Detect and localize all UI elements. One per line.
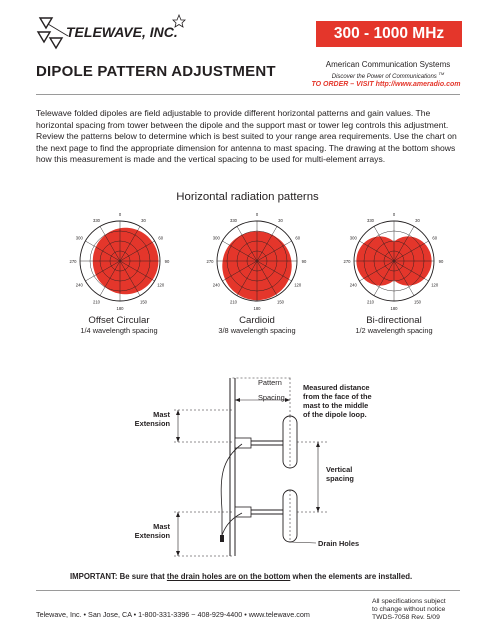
pattern-sub-offset-circular: 1/4 wavelength spacing — [80, 326, 158, 335]
footer-disclaimer: All specifications subject to change without notice TWDS-7058 Rev. 5/09 — [372, 598, 446, 621]
diagram-label-vertical-spacing: Vertical spacing — [326, 465, 354, 483]
pattern-sub-cardioid: 3/8 wavelength spacing — [218, 326, 296, 335]
polar-angle-label: 270 — [206, 258, 214, 264]
diagram-label-spacing: Spacing — [258, 393, 285, 402]
polar-angle-label: 210 — [93, 299, 100, 305]
footer-divider — [36, 590, 460, 591]
polar-angle-label: 240 — [75, 282, 83, 288]
intro-paragraph: Telewave folded dipoles are field adjustable to provide different horizontal patterns and gain values. The horizontal spacing from tower between the dipole and the support mast or tower leg controls this adjustment. Review the patterns below to determine which is best suited to your range area requirements. Use the chart on the next page to find the appropriate dimension for antenna to mast spacing. The drawing at the bottom shows how this measurement is made and the vertical spacing to be used for multi-element arrays. — [36, 108, 457, 165]
order-link[interactable]: TO ORDER – VISIT http://www.ameradio.com — [311, 81, 461, 88]
diagram-label-mast-extension-top: Mast Extension — [134, 410, 170, 428]
polar-angle-label: 120 — [431, 282, 439, 288]
polar-angle-label: 300 — [75, 235, 83, 241]
polar-angle-label: 30 — [415, 218, 420, 224]
polar-angle-label: 330 — [230, 218, 237, 224]
important-note: IMPORTANT: Be sure that the drain holes are on the bottom when the elements are installed. — [70, 572, 413, 581]
polar-angle-label: 0 — [255, 211, 259, 217]
polar-angle-label: 60 — [158, 235, 164, 241]
polar-chart-offset-circular — [68, 208, 172, 314]
diagram-label-pattern: Pattern — [258, 378, 282, 387]
polar-angle-label: 90 — [164, 258, 170, 264]
polar-angle-label: 30 — [141, 218, 146, 224]
diagram-label-measured: Measured distance from the face of the mast to the middle of the dipole loop. — [303, 383, 372, 419]
polar-angle-label: 300 — [212, 235, 220, 241]
company-name: American Communication Systems — [325, 60, 451, 69]
polar-angle-label: 120 — [157, 282, 165, 288]
polar-angle-label: 120 — [294, 282, 302, 288]
pattern-name-bidirectional: Bi-directional — [366, 315, 422, 326]
doc-id: TWDS-7058 Rev. 5/09 — [372, 614, 440, 621]
polar-angle-label: 0 — [392, 211, 396, 217]
telewave-logo — [36, 14, 176, 50]
polar-angle-label: 150 — [140, 299, 147, 305]
polar-angle-label: 240 — [349, 282, 357, 288]
polar-angle-label: 150 — [414, 299, 421, 305]
polar-angle-label: 180 — [116, 305, 124, 311]
patterns-title: Horizontal radiation patterns — [176, 191, 319, 203]
polar-angle-label: 60 — [432, 235, 438, 241]
logo-star-icon — [172, 14, 186, 28]
feed-cable — [221, 444, 242, 535]
polar-angle-label: 30 — [278, 218, 283, 224]
diagram-label-mast-extension-bottom: Mast Extension — [134, 522, 170, 540]
pattern-name-cardioid: Cardioid — [239, 315, 275, 326]
polar-angle-label: 210 — [367, 299, 374, 305]
diagram-label-drain-holes: Drain Holes — [318, 539, 360, 548]
polar-angle-label: 180 — [390, 305, 398, 311]
footer-address: Telewave, Inc. • San Jose, CA • 1-800-331-3396 ~ 408-929-4400 • www.telewave.com — [36, 610, 310, 619]
polar-angle-label: 0 — [118, 211, 122, 217]
polar-angle-label: 150 — [277, 299, 284, 305]
polar-angle-label: 270 — [69, 258, 77, 264]
polar-chart-bidirectional — [342, 208, 446, 314]
pattern-sub-bidirectional: 1/2 wavelength spacing — [355, 326, 433, 335]
polar-chart-cardioid — [205, 208, 309, 314]
polar-angle-label: 180 — [253, 305, 261, 311]
pattern-name-offset-circular: Offset Circular — [88, 315, 150, 326]
header-divider — [36, 94, 460, 95]
polar-angle-label: 60 — [295, 235, 301, 241]
polar-angle-label: 90 — [301, 258, 307, 264]
polar-angle-label: 300 — [349, 235, 357, 241]
polar-angle-label: 330 — [93, 218, 100, 224]
company-tagline: Discover the Power of Communications ™ — [331, 71, 445, 80]
polar-angle-label: 210 — [230, 299, 237, 305]
polar-angle-label: 330 — [367, 218, 374, 224]
frequency-badge: 300 - 1000 MHz — [316, 21, 462, 47]
page-title: DIPOLE PATTERN ADJUSTMENT — [36, 63, 276, 80]
polar-angle-label: 90 — [438, 258, 444, 264]
polar-angle-label: 270 — [343, 258, 351, 264]
polar-angle-label: 240 — [212, 282, 220, 288]
logo-text: TELEWAVE, INC. — [66, 24, 178, 40]
